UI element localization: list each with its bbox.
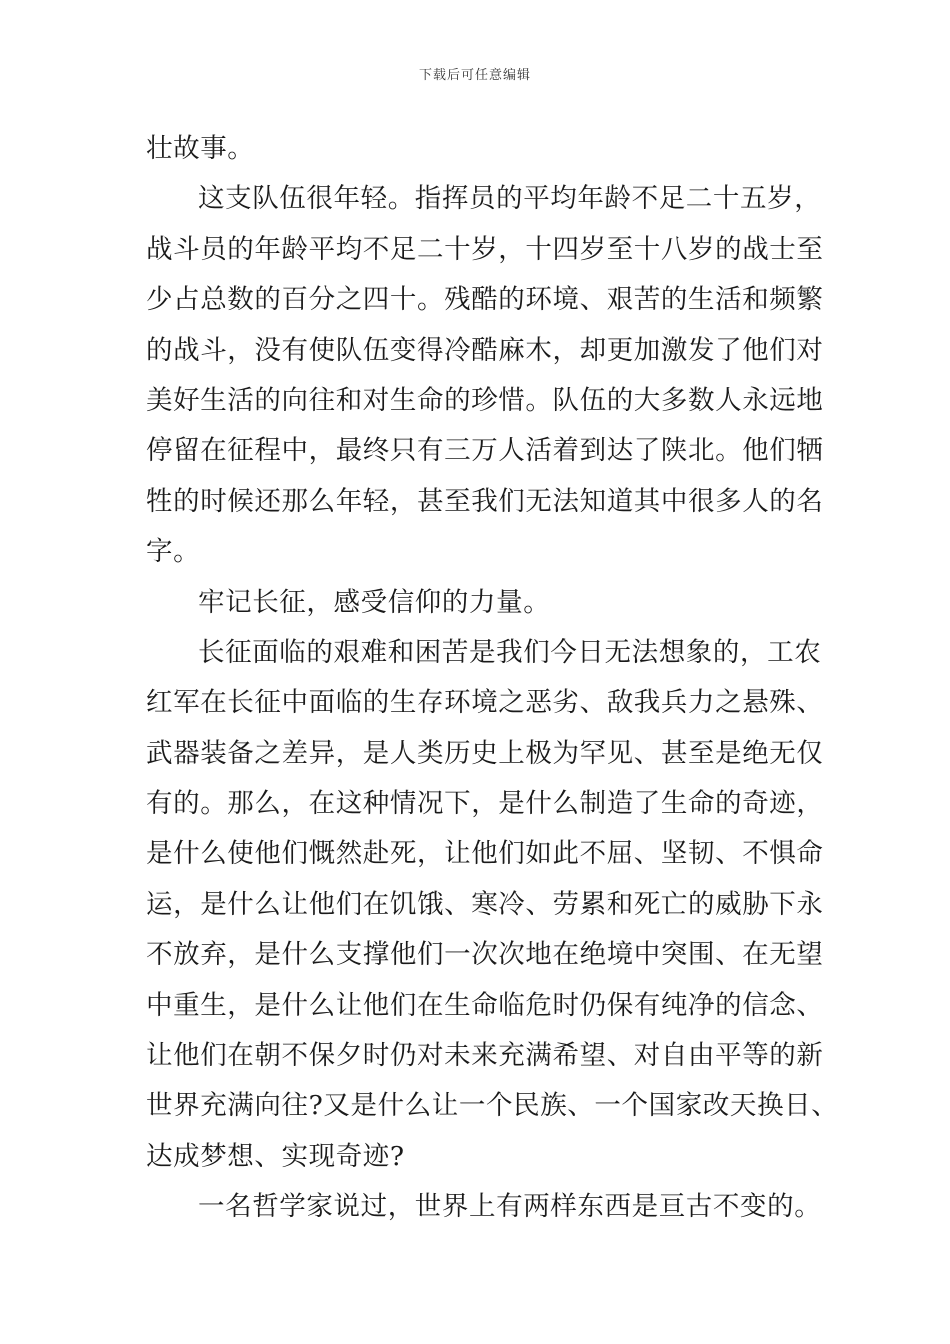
- text-line: 一名哲学家说过，世界上有两样东西是亘古不变的。: [198, 1191, 822, 1223]
- text-line: 美好生活的向往和对生命的珍惜。队伍的大多数人永远地: [146, 384, 824, 416]
- text-line: 是什么使他们慨然赴死，让他们如此不屈、坚韧、不惧命: [146, 838, 824, 870]
- text-line: 红军在长征中面临的生存环境之恶劣、敌我兵力之悬殊、: [146, 687, 824, 719]
- text-line: 壮故事。: [146, 133, 255, 164]
- text-line: 牲的时候还那么年轻，甚至我们无法知道其中很多人的名: [146, 485, 824, 517]
- text-line: 武器装备之差异，是人类历史上极为罕见、甚至是绝无仅: [146, 737, 824, 769]
- text-line: 中重生，是什么让他们在生命临危时仍保有纯净的信念、: [146, 989, 824, 1021]
- text-line: 有的。那么，在这种情况下，是什么制造了生命的奇迹，: [146, 788, 824, 820]
- text-line: 达成梦想、实现奇迹?: [146, 1140, 405, 1172]
- document-body: [146, 124, 839, 1233]
- page-header: 下载后可任意编辑: [418, 68, 531, 83]
- text-line: 牢记长征，感受信仰的力量。: [198, 586, 551, 618]
- text-line: 停留在征程中，最终只有三万人活着到达了陕北。他们牺: [146, 435, 824, 467]
- text-line: 战斗员的年龄平均不足二十岁，十四岁至十八岁的战士至: [146, 233, 824, 265]
- text-line: 字。: [146, 536, 201, 568]
- text-line: 少占总数的百分之四十。残酷的环境、艰苦的生活和频繁: [146, 284, 824, 316]
- text-line: 不放弃，是什么支撑他们一次次地在绝境中突围、在无望: [146, 939, 824, 971]
- text-line: 运，是什么让他们在饥饿、寒冷、劳累和死亡的威胁下永: [146, 888, 824, 920]
- text-line: 这支队伍很年轻。指挥员的平均年龄不足二十五岁，: [198, 183, 822, 215]
- text-line: 让他们在朝不保夕时仍对未来充满希望、对自由平等的新: [146, 1040, 824, 1072]
- text-line: 长征面临的艰难和困苦是我们今日无法想象的，工农: [198, 636, 822, 668]
- text-line: 世界充满向往?又是什么让一个民族、一个国家改天换日、: [146, 1090, 839, 1122]
- text-line: 的战斗，没有使队伍变得冷酷麻木，却更加激发了他们对: [146, 334, 824, 366]
